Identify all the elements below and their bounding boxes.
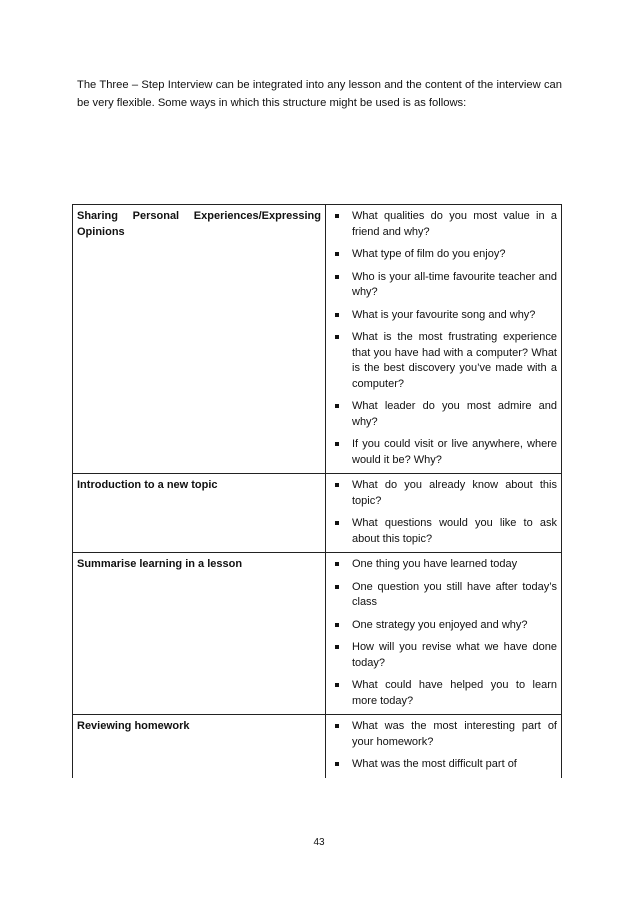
table-row [73, 474, 562, 553]
row-label: Introduction to a new topic [73, 474, 326, 553]
square-bullet-icon [335, 762, 339, 766]
list-item: What type of film do you enjoy? [330, 247, 557, 263]
square-bullet-icon [335, 562, 339, 566]
square-bullet-icon [335, 404, 339, 408]
list-item: What is your favourite song and why? [330, 308, 557, 324]
square-bullet-icon [335, 214, 339, 218]
question-list [330, 209, 557, 468]
list-item: What leader do you most admire and why? [330, 399, 557, 430]
list-item: What do you already know about this topic? [330, 478, 557, 509]
table-row [73, 205, 562, 474]
list-item: One thing you have learned today [330, 557, 557, 573]
list-item: What was the most interesting part of your homework? [330, 719, 557, 750]
question-cell [326, 553, 562, 715]
interview-uses-table [72, 204, 562, 778]
question-list [330, 557, 557, 709]
square-bullet-icon [335, 313, 339, 317]
list-item: Who is your all-time favourite teacher and why? [330, 270, 557, 301]
question-list [330, 719, 557, 773]
square-bullet-icon [335, 645, 339, 649]
square-bullet-icon [335, 724, 339, 728]
square-bullet-icon [335, 275, 339, 279]
list-item: What qualities do you most value in a friend and why? [330, 209, 557, 240]
list-item: What is the most frustrating experience that you have had with a computer? What is the best discovery you’ve made with a computer? [330, 330, 557, 392]
square-bullet-icon [335, 683, 339, 687]
intro-paragraph: The Three – Step Interview can be integrated into any lesson and the content of the interview can be very flexible. Some ways in which this structure might be used is as follows: [77, 79, 562, 109]
row-label: Sharing Personal Experiences/Expressing Opinions [73, 205, 326, 474]
list-item: If you could visit or live anywhere, where would it be? Why? [330, 437, 557, 468]
page-number: 43 [313, 837, 325, 848]
square-bullet-icon [335, 483, 339, 487]
square-bullet-icon [335, 623, 339, 627]
table-row [73, 715, 562, 778]
question-cell [326, 474, 562, 553]
list-item: What was the most difficult part of [330, 757, 557, 773]
question-cell [326, 715, 562, 778]
square-bullet-icon [335, 442, 339, 446]
table-row [73, 553, 562, 715]
row-label: Reviewing homework [73, 715, 326, 778]
question-list [330, 478, 557, 547]
list-item: One strategy you enjoyed and why? [330, 618, 557, 634]
square-bullet-icon [335, 335, 339, 339]
square-bullet-icon [335, 585, 339, 589]
square-bullet-icon [335, 252, 339, 256]
square-bullet-icon [335, 521, 339, 525]
row-label: Summarise learning in a lesson [73, 553, 326, 715]
list-item: How will you revise what we have done today? [330, 640, 557, 671]
list-item: One question you still have after today’s class [330, 580, 557, 611]
question-cell [326, 205, 562, 474]
list-item: What could have helped you to learn more today? [330, 678, 557, 709]
list-item: What questions would you like to ask about this topic? [330, 516, 557, 547]
